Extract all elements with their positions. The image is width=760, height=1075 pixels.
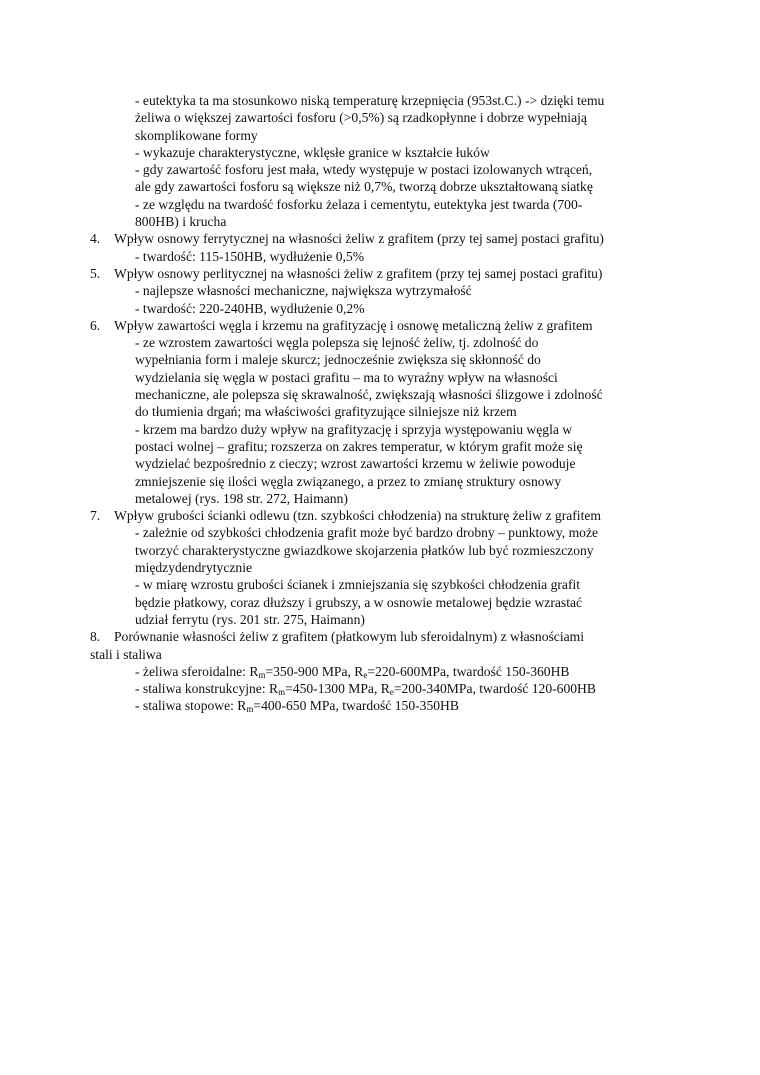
text-line: - eutektyka ta ma stosunkowo niską temperaturę krzepnięcia (953st.C.) -> dzięki temu <box>135 93 605 108</box>
list-item-7 <box>90 507 670 628</box>
text-line: metalowej (rys. 198 str. 272, Haimann) <box>135 490 348 506</box>
subscript: e <box>363 669 368 680</box>
text-line: wydzielania się węgla w postaci grafitu – ma to wyraźny wpływ na własności <box>135 369 558 385</box>
text-line: - w miarę wzrostu grubości ścianek i zmniejszania się szybkości chłodzenia grafit <box>135 577 581 593</box>
text-line: wypełniania form i maleje skurcz; jednocześnie zwiększa się skłonność do <box>135 352 541 368</box>
list-item-title: Wpływ grubości ścianki odlewu (tzn. szybkości chłodzenia) na strukturę żeliw z grafitem <box>114 508 601 524</box>
subscript: m <box>246 704 254 715</box>
text-line: będzie płatkowy, coraz dłuższy i grubszy, a w osnowie metalowej będzie wzrastać <box>135 594 583 610</box>
text-line: - ze wzrostem zawartości węgla polepsza się lejność żeliw, tj. zdolność do <box>135 335 539 351</box>
list-item-title-continuation: stali i staliwa <box>90 646 162 662</box>
text-line: postaci wolnej – grafitu; rozszerza on zakres temperatur, w którym grafit może się <box>135 438 583 454</box>
row-text: =220-600MPa, twardość 150-360HB <box>367 663 570 679</box>
list-item-heading <box>90 230 670 247</box>
text-line: - ze względu na twardość fosforku żelaza i cementytu, eutektyka jest twarda (700- <box>135 196 583 212</box>
list-item-body <box>90 524 670 628</box>
text-line: - twardość: 220-240HB, wydłużenie 0,2% <box>135 300 365 316</box>
row-text: =200-340MPa, twardość 120-600HB <box>393 681 596 697</box>
list-item-heading <box>90 317 670 334</box>
text-line: - twardość: 115-150HB, wydłużenie 0,5% <box>135 248 365 264</box>
list-number: 8. <box>90 629 101 645</box>
text-line: - krzem ma bardzo duży wpływ na grafityzację i sprzyja występowaniu węgla w <box>135 421 573 437</box>
comparison-row <box>135 663 670 680</box>
intro-block <box>90 92 670 230</box>
list-item-body <box>90 282 670 317</box>
comparison-row <box>135 680 670 697</box>
list-item-title: Wpływ osnowy ferrytycznej na własności żeliw z grafitem (przy tej samej postaci grafitu) <box>114 231 604 247</box>
text-line: - zależnie od szybkości chłodzenia grafit może być bardzo drobny – punktowy, może <box>135 525 599 541</box>
row-text: =450-1300 MPa, R <box>285 681 390 697</box>
text-line: wydzielać bezpośrednio z cieczy; wzrost zawartości krzemu w żeliwie powoduje <box>135 456 576 472</box>
list-item-title: Wpływ osnowy perlitycznej na własności żeliw z grafitem (przy tej samej postaci grafitu) <box>114 265 603 281</box>
text-line: ale gdy zawartości fosforu są większe niż 0,7%, tworzą dobrze ukształtowaną siatkę <box>135 179 593 195</box>
list-item-5 <box>90 265 670 317</box>
list-item-4 <box>90 230 670 265</box>
text-line: skomplikowane formy <box>135 127 258 143</box>
subscript: m <box>278 687 286 698</box>
text-line: udział ferrytu (rys. 201 str. 275, Haimann) <box>135 611 365 627</box>
subscript: e <box>389 687 394 698</box>
text-line: - gdy zawartość fosforu jest mała, wtedy występuje w postaci izolowanych wtrąceń, <box>135 162 593 178</box>
text-line: 800HB) i krucha <box>135 214 227 230</box>
text-line: międzydendrytycznie <box>135 560 253 576</box>
list-item-6 <box>90 317 670 507</box>
subscript: m <box>258 669 266 680</box>
text-line: zmniejszenie się ilości węgla związanego, a przez to zmianę struktury osnowy <box>135 473 562 489</box>
row-text: - staliwa stopowe: R <box>135 698 247 714</box>
text-line: żeliwa o większej zawartości fosforu (>0,5%) są rzadkopłynne i dobrze wypełniają <box>135 110 587 126</box>
list-item-title: Porównanie własności żeliw z grafitem (płatkowym lub sferoidalnym) z własnościami <box>114 629 584 645</box>
text-line: - najlepsze własności mechaniczne, największa wytrzymałość <box>135 283 472 299</box>
list-item-body <box>90 663 670 715</box>
list-number: 5. <box>90 265 101 281</box>
list-item-body <box>90 334 670 507</box>
text-line: do tłumienia drgań; ma właściwości grafityzujące silniejsze niż krzem <box>135 404 517 420</box>
row-text: - żeliwa sferoidalne: R <box>135 663 259 679</box>
list-item-heading <box>90 628 670 645</box>
list-item-heading <box>90 265 670 282</box>
list-item-title: Wpływ zawartości węgla i krzemu na grafityzację i osnowę metaliczną żeliw z grafitem <box>114 317 593 333</box>
list-number: 6. <box>90 317 101 333</box>
text-line: - wykazuje charakterystyczne, wklęsłe granice w kształcie łuków <box>135 144 490 160</box>
list-item-body <box>90 248 670 265</box>
text-line: tworzyć charakterystyczne gwiazdkowe skojarzenia płatków lub być rozmieszczony <box>135 542 594 558</box>
document-body <box>90 92 670 715</box>
row-text: =400-650 MPa, twardość 150-350HB <box>253 698 459 714</box>
list-number: 4. <box>90 231 101 247</box>
list-number: 7. <box>90 508 101 524</box>
row-text: - staliwa konstrukcyjne: R <box>135 681 279 697</box>
row-text: =350-900 MPa, R <box>265 663 364 679</box>
list-item-heading <box>90 507 670 524</box>
list-item-8 <box>90 628 670 714</box>
text-line: mechaniczne, ale polepsza się skrawalność, zwiększają własności ślizgowe i zdolność <box>135 387 603 403</box>
comparison-row <box>135 697 670 714</box>
